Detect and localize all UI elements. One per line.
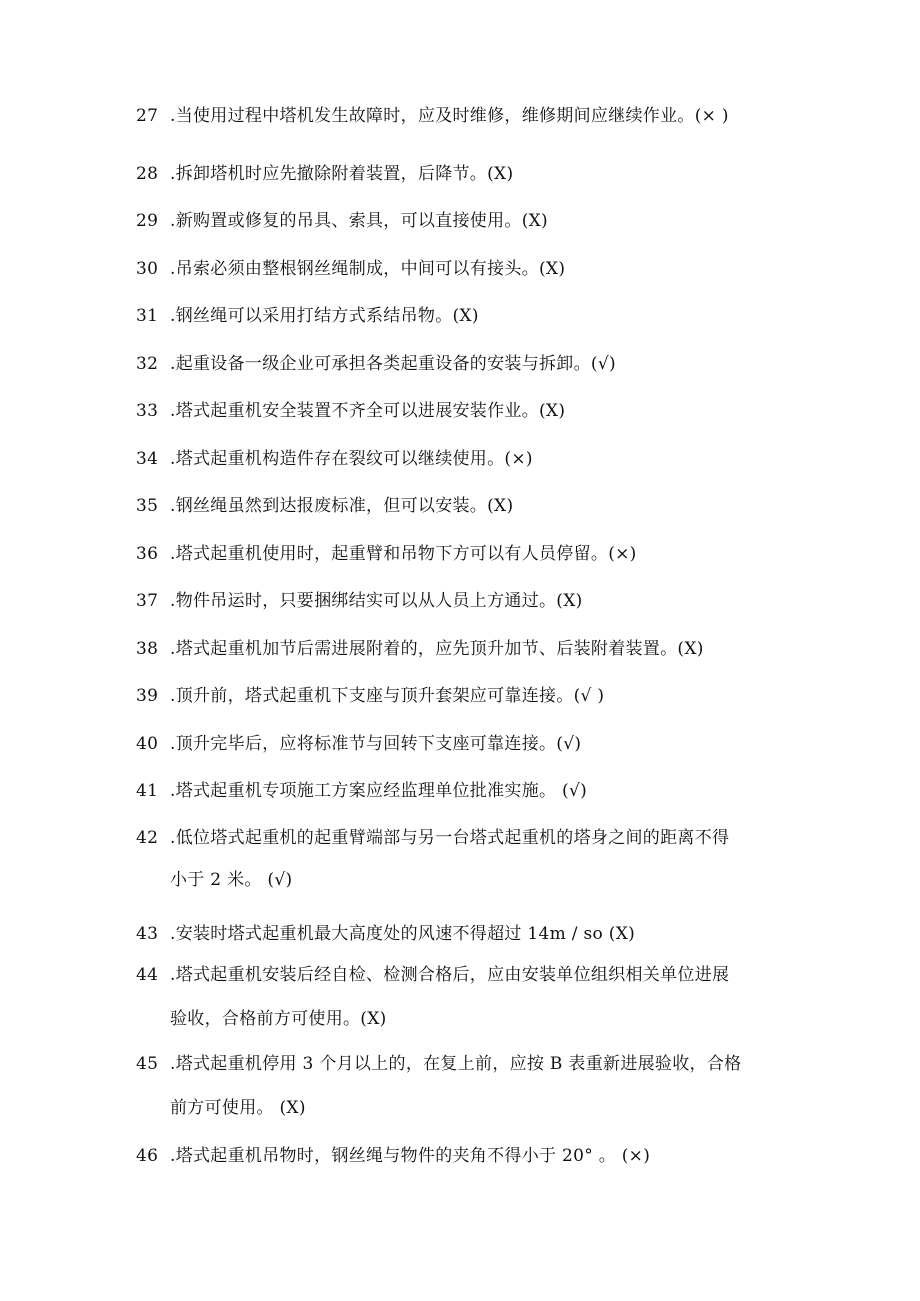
question-text: .塔式起重机使用时，起重臂和吊物下方可以有人员停留。(×) [170, 544, 637, 564]
question-41 [136, 779, 816, 803]
question-text: .低位塔式起重机的起重臂端部与另一台塔式起重机的塔身之间的距离不得 [170, 828, 730, 848]
question-39 [136, 684, 816, 708]
question-text: .塔式起重机吊物时，钢丝绳与物件的夹角不得小于 20° 。 (×) [170, 1146, 651, 1166]
question-text: .顶升完毕后，应将标准节与回转下支座可靠连接。(√) [170, 734, 582, 754]
question-44 [136, 963, 816, 987]
question-text: .塔式起重机安全装置不齐全可以进展安装作业。(X) [170, 401, 566, 421]
question-number: 37 [136, 591, 159, 611]
question-number: 32 [136, 354, 159, 374]
question-number: 41 [136, 781, 159, 801]
question-text: .吊索必须由整根钢丝绳制成，中间可以有接头。(X) [170, 259, 566, 279]
question-number: 35 [136, 496, 159, 516]
question-text: .塔式起重机停用 3 个月以上的，在复上前，应按 B 表重新进展验收，合格 [170, 1054, 742, 1074]
question-text: .钢丝绳可以采用打结方式系结吊物。(X) [170, 306, 479, 326]
question-text-line2: 前方可使用。 (X) [170, 1098, 306, 1118]
question-number: 28 [136, 164, 159, 184]
question-number: 40 [136, 734, 159, 754]
question-text-line2: 小于 2 米。 (√) [170, 870, 293, 890]
question-text: .顶升前，塔式起重机下支座与顶升套架应可靠连接。(√ ) [170, 686, 605, 706]
question-33 [136, 399, 816, 423]
question-text: .塔式起重机构造件存在裂纹可以继续使用。(×) [170, 449, 533, 469]
question-number: 33 [136, 401, 159, 421]
question-35 [136, 494, 816, 518]
question-text: .新购置或修复的吊具、索具，可以直接使用。(X) [170, 211, 548, 231]
question-number: 43 [136, 924, 159, 944]
question-number: 39 [136, 686, 159, 706]
question-text: .塔式起重机安装后经自检、检测合格后，应由安装单位组织相关单位进展 [170, 965, 730, 985]
question-40 [136, 732, 816, 756]
question-32 [136, 352, 816, 376]
question-text: .物件吊运时，只要捆绑结实可以从人员上方通过。(X) [170, 591, 583, 611]
question-37 [136, 589, 816, 613]
question-text: .当使用过程中塔机发生故障时，应及时维修，维修期间应继续作业。(× ) [170, 106, 729, 126]
question-45 [136, 1052, 816, 1076]
question-number: 31 [136, 306, 159, 326]
question-30 [136, 257, 816, 281]
question-43 [136, 922, 816, 946]
question-29 [136, 209, 816, 233]
question-number: 45 [136, 1054, 159, 1074]
question-number: 42 [136, 828, 159, 848]
question-38 [136, 637, 816, 661]
question-34 [136, 447, 816, 471]
question-42 [136, 826, 816, 850]
question-number: 27 [136, 106, 159, 126]
question-text: .塔式起重机专项施工方案应经监理单位批准实施。 (√) [170, 781, 588, 801]
question-number: 46 [136, 1146, 159, 1166]
question-text: .安装时塔式起重机最大高度处的风速不得超过 14m / so (X) [170, 924, 636, 944]
question-number: 29 [136, 211, 159, 231]
question-text: .拆卸塔机时应先撤除附着装置，后降节。(X) [170, 164, 514, 184]
question-number: 34 [136, 449, 159, 469]
question-28 [136, 162, 816, 186]
question-text: .塔式起重机加节后需进展附着的，应先顶升加节、后装附着装置。(X) [170, 639, 704, 659]
question-text-line2: 验收，合格前方可使用。(X) [170, 1009, 387, 1029]
question-text: .钢丝绳虽然到达报废标准，但可以安装。(X) [170, 496, 514, 516]
question-36 [136, 542, 816, 566]
question-number: 36 [136, 544, 159, 564]
question-text: .起重设备一级企业可承担各类起重设备的安装与拆卸。(√) [170, 354, 616, 374]
question-31 [136, 304, 816, 328]
question-number: 30 [136, 259, 159, 279]
question-number: 38 [136, 639, 159, 659]
question-46 [136, 1144, 816, 1168]
question-number: 44 [136, 965, 159, 985]
question-27 [136, 104, 816, 128]
